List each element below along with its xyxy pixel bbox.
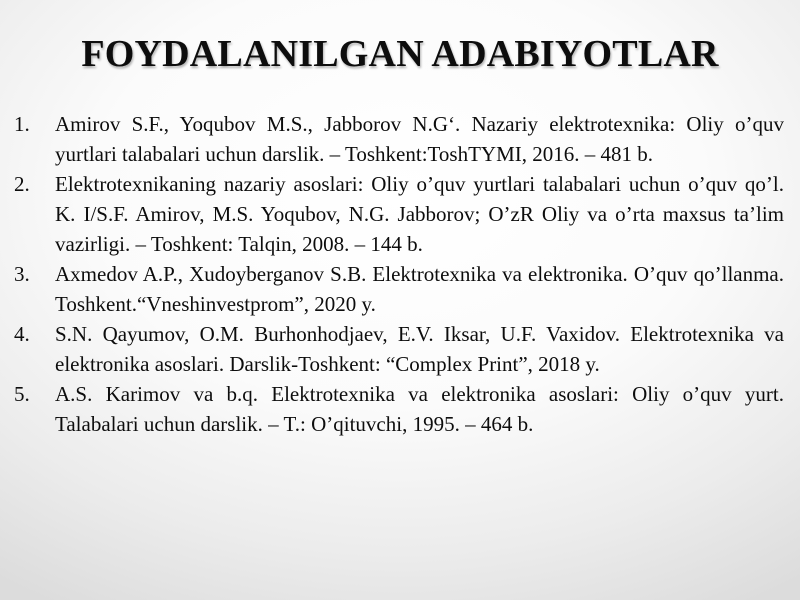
reference-item [14, 319, 784, 379]
slide-title: FOYDALANILGAN ADABIYOTLAR [81, 33, 719, 75]
reference-number: 1. [14, 112, 30, 136]
reference-number: 2. [14, 172, 30, 196]
reference-item [14, 379, 784, 439]
reference-item [14, 169, 784, 259]
reference-number: 4. [14, 322, 30, 346]
reference-item [14, 259, 784, 319]
reference-number: 3. [14, 262, 30, 286]
reference-item [14, 109, 784, 169]
reference-text: Axmedov A.P., Xudoyberganov S.B. Elektrotexnika va elektronika. O’quv qo’llanma. Toshkent.“Vneshinvestprom”, 2020 y. [55, 262, 784, 316]
reference-text: Amirov S.F., Yoqubov M.S., Jabborov N.G‘. Nazariy elektrotexnika: Oliy o’quv yurtlari talabalari uchun darslik. – Toshkent:ToshTYMI, 2016. – 481 b. [55, 112, 784, 166]
reference-text: Elektrotexnikaning nazariy asoslari: Oliy o’quv yurtlari talabalari uchun o’quv qo’l. K. I/S.F. Amirov, M.S. Yoqubov, N.G. Jabborov; O’zR Oliy va o’rta maxsus ta’lim vazirligi. – Toshkent: Talqin, 2008. – 144 b. [55, 172, 784, 256]
reference-text: A.S. Karimov va b.q. Elektrotexnika va elektronika asoslari: Oliy o’quv yurt. Talabalari uchun darslik. – T.: O’qituvchi, 1995. – 464 b. [55, 382, 784, 436]
reference-number: 5. [14, 382, 30, 406]
reference-list [14, 109, 784, 439]
reference-text: S.N. Qayumov, O.M. Burhonhodjaev, E.V. Iksar, U.F. Vaxidov. Elektrotexnika va elektronika asoslari. Darslik-Toshkent: “Complex Print”, 2018 y. [55, 322, 784, 376]
